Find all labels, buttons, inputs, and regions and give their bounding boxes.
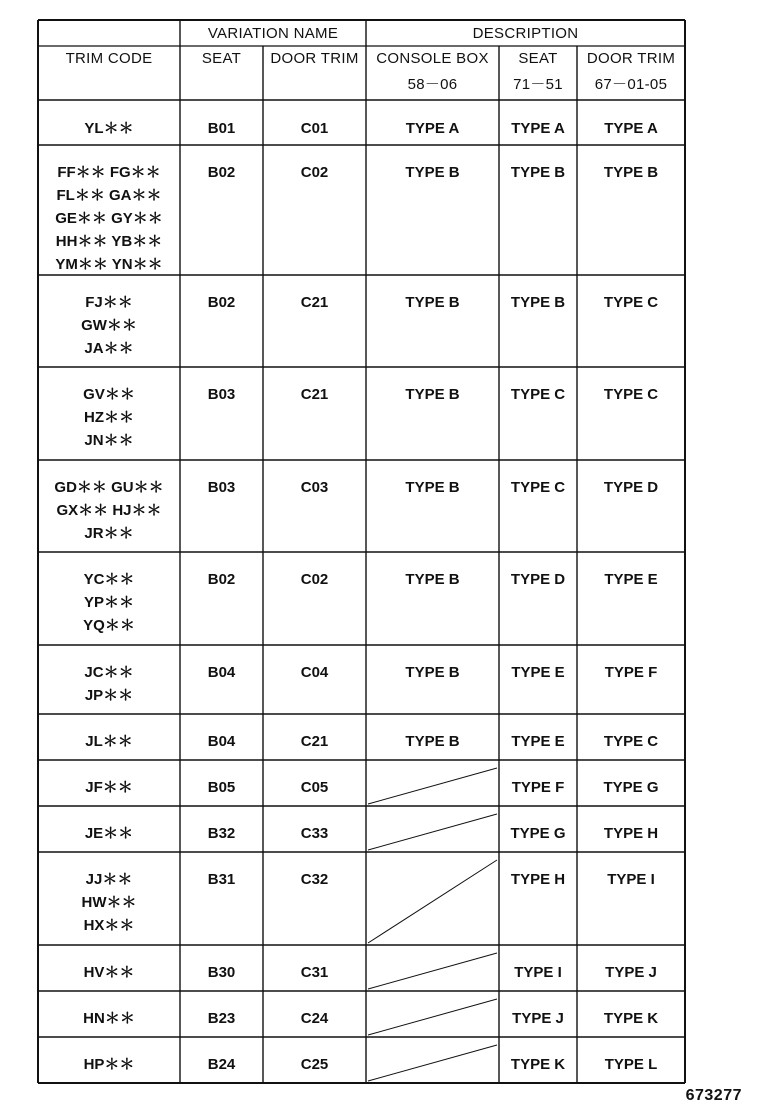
trim-code: YQ＊＊ [83,617,135,634]
seat-type-cell: TYPE G [510,825,566,842]
door-trim-type-cell: TYPE F [604,664,658,681]
door-trim-type-cell: TYPE L [604,1056,658,1073]
trim-code-cell [38,661,180,707]
seat-variation-cell: B01 [207,120,236,137]
door-trim-type-cell: TYPE A [604,120,658,137]
console-box-type-cell: TYPE B [405,294,460,311]
trim-code: JJ＊＊ [85,871,133,888]
trim-code: YC＊＊ [83,571,135,588]
figure-number: 673277 [685,1087,742,1104]
seat-type-cell: TYPE B [510,294,566,311]
door-trim-type-cell: TYPE K [603,1010,659,1027]
seat-variation-cell: B04 [207,733,236,750]
header-desc-door-trim-number: 67－01-05 [594,76,668,93]
console-box-type-cell: TYPE B [405,164,460,181]
door-trim-variation-cell: C31 [300,964,329,981]
door-trim-type-cell: TYPE D [603,479,659,496]
trim-code-cell [38,291,180,360]
trim-code-cell [38,868,180,937]
seat-type-cell: TYPE C [510,386,566,403]
trim-code-cell [38,730,180,753]
trim-code-cell [38,1053,180,1076]
trim-code: GX＊＊ HJ＊＊ [56,502,162,519]
trim-code: JL＊＊ [85,733,133,750]
door-trim-variation-cell: C24 [300,1010,329,1027]
trim-code: JC＊＊ [84,664,134,681]
trim-code-cell [38,117,180,140]
trim-code: YM＊＊ YN＊＊ [55,256,163,273]
door-trim-variation-cell: C32 [300,871,329,888]
trim-code: FF＊＊ FG＊＊ [57,164,161,181]
seat-variation-cell: B02 [207,294,236,311]
seat-variation-cell: B24 [207,1056,236,1073]
door-trim-variation-cell: C33 [300,825,329,842]
trim-code: HH＊＊ YB＊＊ [55,233,163,250]
not-applicable-slash [368,999,497,1035]
door-trim-type-cell: TYPE C [603,733,659,750]
seat-variation-cell: B32 [207,825,236,842]
trim-code-cell [38,776,180,799]
seat-type-cell: TYPE J [512,1010,564,1027]
seat-variation-cell: B03 [207,479,236,496]
trim-code: HN＊＊ [83,1010,135,1027]
seat-type-cell: TYPE E [511,664,565,681]
trim-code: JN＊＊ [84,432,134,449]
seat-variation-cell: B02 [207,164,236,181]
door-trim-type-cell: TYPE H [603,825,659,842]
console-box-type-cell: TYPE B [405,733,460,750]
trim-code: YP＊＊ [83,594,134,611]
trim-code: JF＊＊ [85,779,133,796]
trim-code-cell [38,1007,180,1030]
seat-type-cell: TYPE B [510,164,566,181]
header-console-box: CONSOLE BOX [376,50,489,67]
console-box-type-cell: TYPE B [405,386,460,403]
seat-type-cell: TYPE K [510,1056,566,1073]
header-desc-door-trim: DOOR TRIM [586,50,676,67]
door-trim-type-cell: TYPE E [604,571,658,588]
door-trim-variation-cell: C03 [300,479,329,496]
trim-code: HP＊＊ [83,1056,135,1073]
door-trim-variation-cell: C21 [300,386,329,403]
trim-code: JA＊＊ [84,340,134,357]
door-trim-variation-cell: C21 [300,733,329,750]
seat-variation-cell: B05 [207,779,236,796]
trim-code-cell [38,383,180,452]
seat-variation-cell: B02 [207,571,236,588]
door-trim-variation-cell: C21 [300,294,329,311]
trim-code-cell [38,161,180,276]
door-trim-variation-cell: C25 [300,1056,329,1073]
trim-code: GV＊＊ [83,386,135,403]
seat-type-cell: TYPE H [510,871,566,888]
header-description: DESCRIPTION [472,25,579,42]
door-trim-variation-cell: C01 [300,120,329,137]
door-trim-variation-cell: C04 [300,664,329,681]
header-console-box-number: 58－06 [407,76,458,93]
seat-variation-cell: B04 [207,664,236,681]
seat-type-cell: TYPE I [514,964,562,981]
not-applicable-slash [368,814,497,850]
seat-variation-cell: B03 [207,386,236,403]
trim-code: JR＊＊ [84,525,134,542]
seat-type-cell: TYPE C [510,479,566,496]
door-trim-type-cell: TYPE J [605,964,657,981]
header-variation-name: VARIATION NAME [207,25,339,42]
not-applicable-slash [368,768,497,804]
trim-code: HW＊＊ [81,894,137,911]
trim-code: JE＊＊ [84,825,134,842]
door-trim-variation-cell: C02 [300,164,329,181]
door-trim-type-cell: TYPE G [603,779,659,796]
seat-type-cell: TYPE F [511,779,565,796]
console-box-type-cell: TYPE A [405,120,460,137]
trim-code: HV＊＊ [83,964,135,981]
trim-code-cell [38,476,180,545]
door-trim-type-cell: TYPE C [603,294,659,311]
trim-code: GW＊＊ [81,317,137,334]
door-trim-type-cell: TYPE C [603,386,659,403]
trim-code: FL＊＊ GA＊＊ [56,187,162,204]
door-trim-variation-cell: C05 [300,779,329,796]
seat-type-cell: TYPE D [510,571,566,588]
trim-code-cell [38,822,180,845]
trim-code-cell [38,568,180,637]
console-box-type-cell: TYPE B [405,479,460,496]
trim-code: JP＊＊ [84,687,134,704]
trim-code: FJ＊＊ [85,294,133,311]
header-trim-code: TRIM CODE [65,50,153,67]
trim-code: GD＊＊ GU＊＊ [54,479,164,496]
not-applicable-slash [368,860,497,943]
seat-type-cell: TYPE E [511,733,565,750]
seat-variation-cell: B30 [207,964,236,981]
trim-code-cell [38,961,180,984]
seat-type-cell: TYPE A [511,120,565,137]
header-door-trim: DOOR TRIM [270,50,359,67]
not-applicable-slash [368,1045,497,1081]
console-box-type-cell: TYPE B [405,571,460,588]
trim-code: HZ＊＊ [84,409,134,426]
seat-variation-cell: B31 [207,871,236,888]
door-trim-type-cell: TYPE I [607,871,655,888]
header-desc-seat: SEAT [518,50,558,67]
seat-variation-cell: B23 [207,1010,236,1027]
door-trim-variation-cell: C02 [300,571,329,588]
trim-code: YL＊＊ [84,120,134,137]
not-applicable-slash [368,953,497,989]
header-seat: SEAT [201,50,242,67]
trim-code: GE＊＊ GY＊＊ [55,210,163,227]
console-box-type-cell: TYPE B [405,664,460,681]
door-trim-type-cell: TYPE B [603,164,659,181]
trim-code: HX＊＊ [83,917,135,934]
header-desc-seat-number: 71－51 [513,76,563,93]
